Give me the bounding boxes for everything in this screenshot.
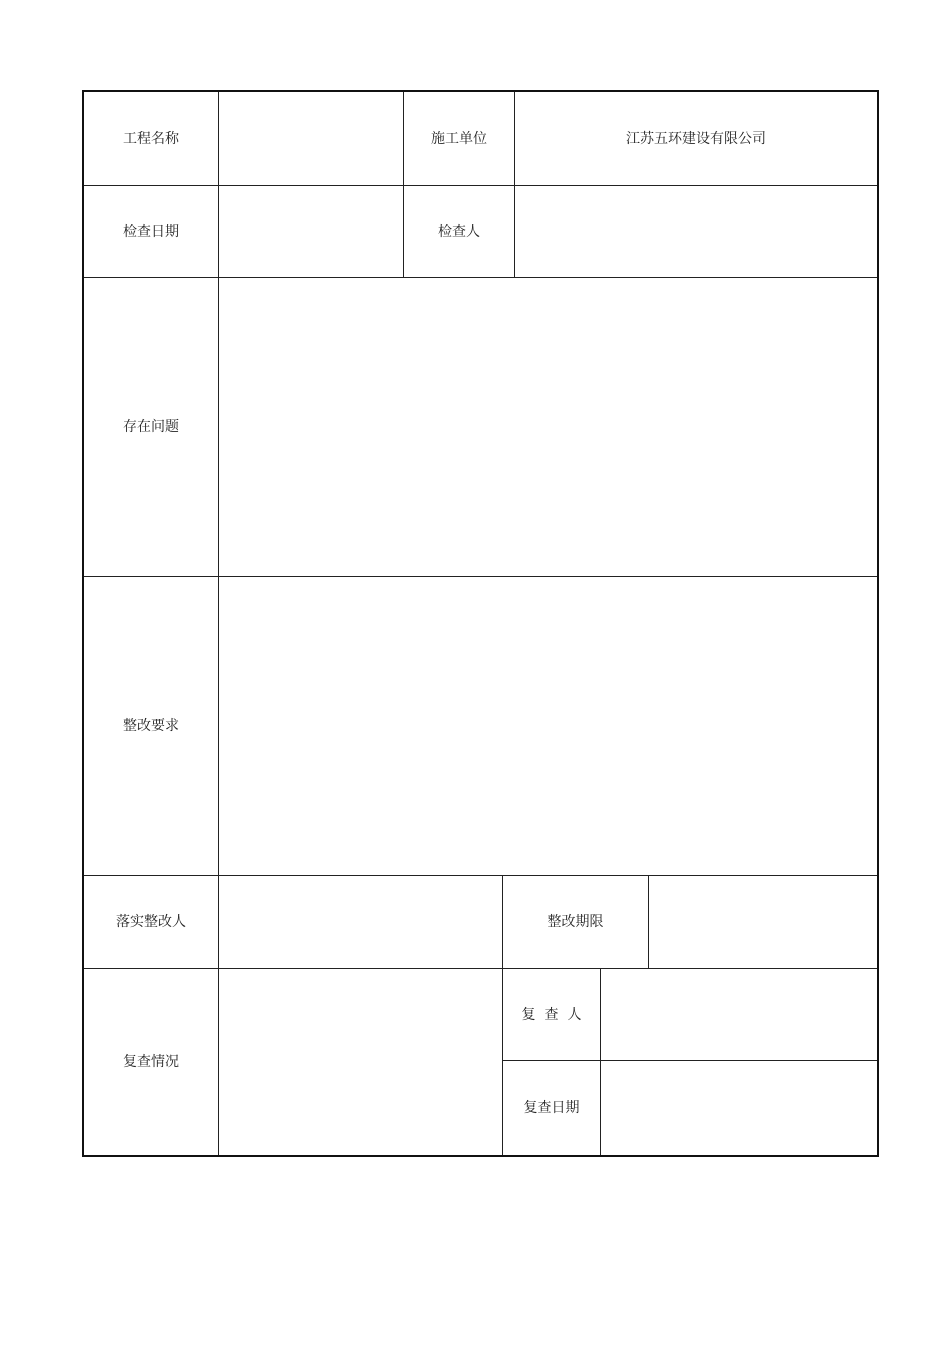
issues-value[interactable] [219,278,877,576]
deadline-label: 整改期限 [547,914,604,930]
check-date-label: 检查日期 [123,223,179,240]
requirements-label: 整改要求 [123,718,179,734]
contractor-label: 施工单位 [431,130,487,147]
project-name-value[interactable] [219,92,403,185]
responsible-person-value[interactable] [219,876,502,968]
inspector-value[interactable] [515,186,877,277]
review-content-value[interactable] [219,969,502,1155]
issues-label: 存在问题 [123,419,179,435]
review-date-label: 复查日期 [523,1100,580,1116]
requirements-value[interactable] [219,577,877,875]
reviewer-label: 复查人 [521,1006,591,1023]
inspection-rectification-form [82,90,879,1157]
project-name-label: 工程名称 [123,130,179,147]
review-label: 复查情况 [123,1054,179,1070]
deadline-value[interactable] [649,876,877,968]
contractor-value[interactable]: 江苏五环建设有限公司 [626,130,766,147]
responsible-person-label: 落实整改人 [116,914,186,930]
check-date-value[interactable] [219,186,403,277]
reviewer-value[interactable] [601,969,877,1060]
inspector-label: 检查人 [438,223,480,240]
review-date-value[interactable] [601,1061,877,1155]
